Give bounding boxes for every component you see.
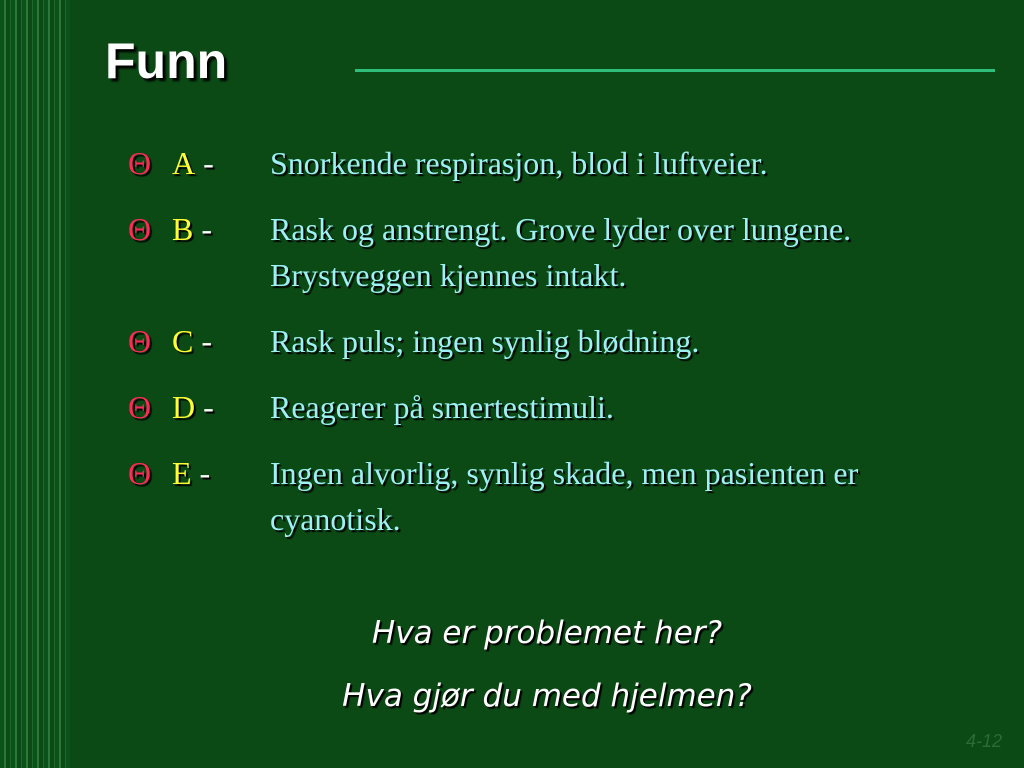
item-dash: - bbox=[201, 323, 212, 359]
item-label bbox=[172, 384, 270, 430]
findings-list bbox=[128, 140, 988, 562]
item-description: Rask og anstrengt. Grove lyder over lungene. Brystveggen kjennes intakt. bbox=[270, 211, 852, 293]
list-item bbox=[128, 450, 988, 542]
item-label bbox=[172, 318, 270, 364]
question-helmet: Hva gjør du med hjelmen? bbox=[342, 678, 752, 714]
item-dash: - bbox=[203, 389, 214, 425]
slide-title: Funn bbox=[105, 33, 228, 89]
list-item bbox=[128, 206, 988, 298]
item-description: Snorkende respirasjon, blod i luftveier. bbox=[270, 145, 768, 181]
question-problem: Hva er problemet her? bbox=[371, 615, 723, 651]
item-label bbox=[172, 206, 270, 252]
item-letter: A bbox=[172, 145, 196, 181]
list-item bbox=[128, 140, 988, 186]
title-divider bbox=[355, 69, 995, 72]
item-dash: - bbox=[199, 455, 211, 491]
item-label bbox=[172, 140, 270, 186]
page-number: 4-12 bbox=[965, 731, 1002, 751]
theta-bullet-icon: Θ bbox=[128, 145, 152, 181]
theta-bullet-icon: Θ bbox=[128, 323, 152, 359]
theta-bullet-icon: Θ bbox=[128, 389, 152, 425]
item-description: Rask puls; ingen synlig blødning. bbox=[270, 323, 700, 359]
list-item bbox=[128, 384, 988, 430]
list-item bbox=[128, 318, 988, 364]
theta-bullet-icon: Θ bbox=[128, 211, 152, 247]
item-dash: - bbox=[201, 211, 212, 247]
item-dash: - bbox=[203, 145, 214, 181]
item-letter: B bbox=[172, 211, 194, 247]
item-description: Ingen alvorlig, synlig skade, men pasienten er cyanotisk. bbox=[270, 455, 859, 537]
item-letter: D bbox=[172, 389, 196, 425]
item-letter: E bbox=[172, 455, 192, 491]
item-label bbox=[172, 450, 270, 496]
item-description: Reagerer på smertestimuli. bbox=[270, 389, 614, 425]
item-letter: C bbox=[172, 323, 194, 359]
theta-bullet-icon: Θ bbox=[128, 455, 152, 491]
decorative-stripes bbox=[0, 0, 70, 768]
